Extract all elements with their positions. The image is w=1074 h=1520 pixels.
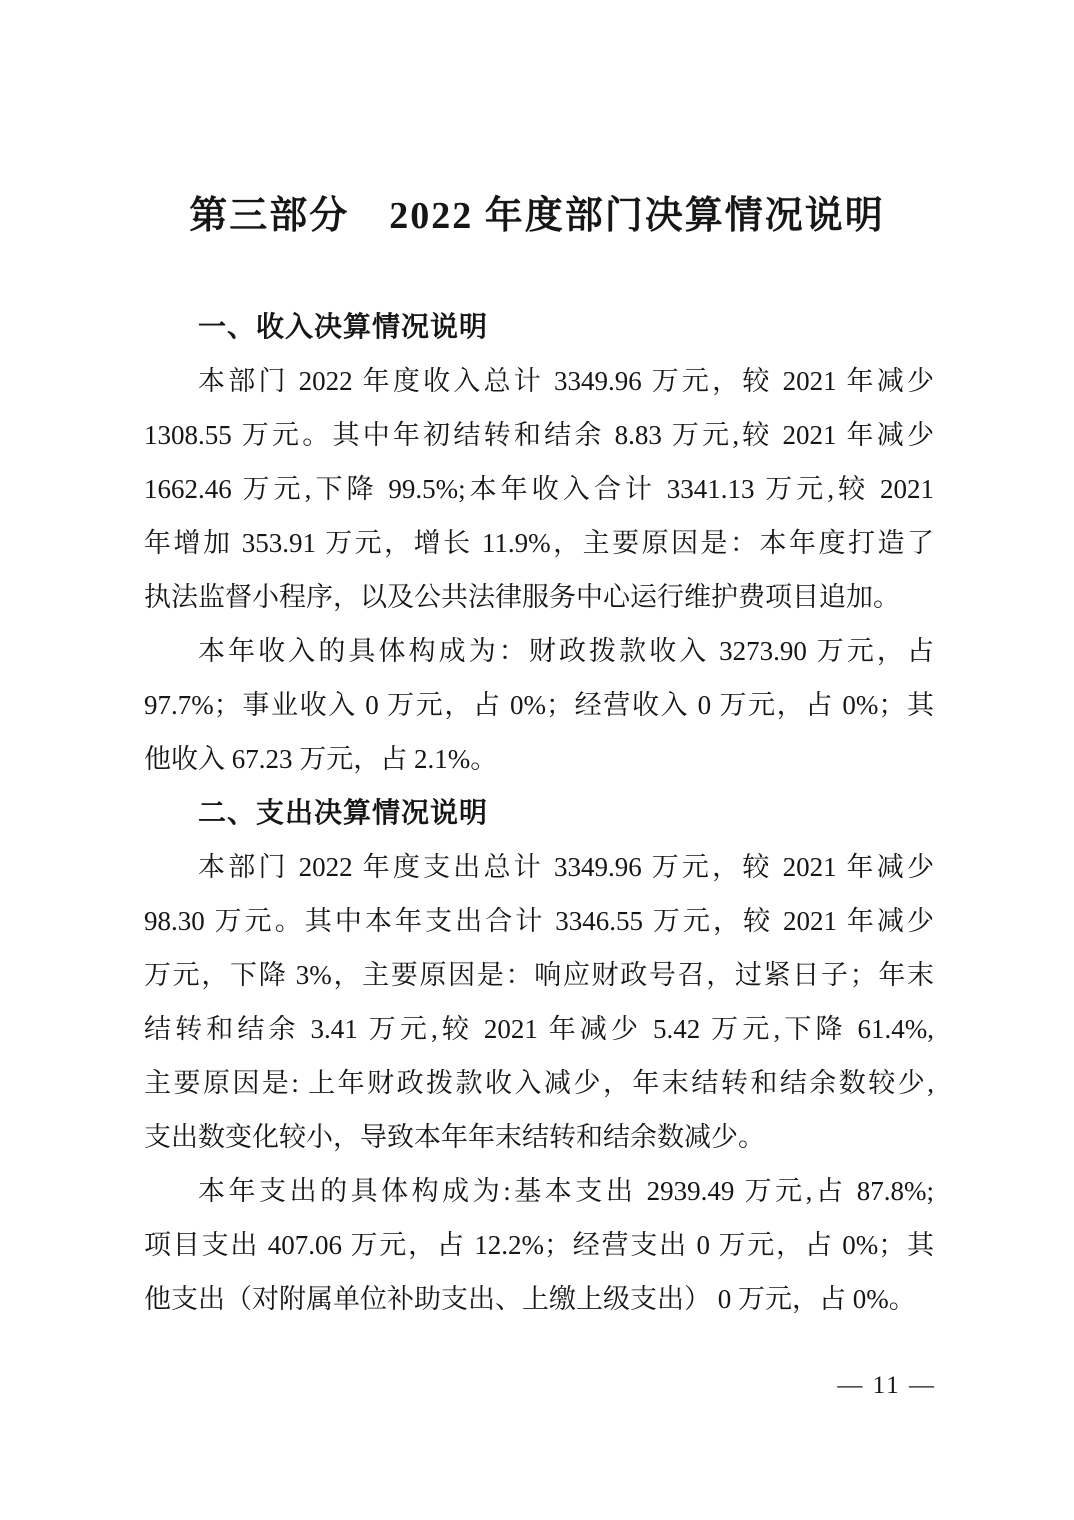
text-line: 万元，下降 3%，主要原因是：响应财政号召，过紧日子；年末 [144, 960, 934, 990]
text-line: 支出数变化较小，导致本年年末结转和结余数减少。 [144, 1122, 765, 1152]
text-line: 主要原因是: 上年财政拨款收入减少，年末结转和结余数较少, [144, 1068, 934, 1098]
text-line: 本部门 2022 年度支出总计 3349.96 万元，较 2021 年减少 [198, 852, 934, 882]
section-heading: 二、支出决算情况说明 [198, 797, 489, 828]
text-line: 97.7%；事业收入 0 万元，占 0%；经营收入 0 万元，占 0%；其 [144, 690, 934, 720]
page-number: — 11 — [837, 1372, 936, 1399]
text-line: 本部门 2022 年度收入总计 3349.96 万元，较 2021 年减少 [198, 366, 934, 396]
text-line: 项目支出 407.06 万元，占 12.2%；经营支出 0 万元，占 0%；其 [144, 1230, 934, 1260]
text-line: 本年支出的具体构成为:基本支出 2939.49 万元,占 87.8%; [198, 1176, 934, 1206]
text-line: 1308.55 万元。其中年初结转和结余 8.83 万元,较 2021 年减少 [144, 420, 934, 450]
text-line: 他收入 67.23 万元，占 2.1%。 [144, 744, 498, 774]
text-line: 本年收入的具体构成为：财政拨款收入 3273.90 万元，占 [198, 636, 934, 666]
section-heading: 一、收入决算情况说明 [198, 311, 489, 342]
document-title: 第三部分 2022 年度部门决算情况说明 [189, 195, 885, 237]
text-line: 他支出（对附属单位补助支出、上缴上级支出） 0 万元，占 0%。 [144, 1284, 916, 1314]
document-body [144, 300, 934, 1326]
text-line: 98.30 万元。其中本年支出合计 3346.55 万元，较 2021 年减少 [144, 906, 934, 936]
text-line: 结转和结余 3.41 万元,较 2021 年减少 5.42 万元,下降 61.4%, [144, 1014, 934, 1044]
text-line: 年增加 353.91 万元，增长 11.9%，主要原因是：本年度打造了 [144, 528, 934, 558]
text-line: 1662.46 万元,下降 99.5%;本年收入合计 3341.13 万元,较 2021 [144, 474, 934, 504]
text-line: 执法监督小程序，以及公共法律服务中心运行维护费项目追加。 [144, 582, 900, 612]
